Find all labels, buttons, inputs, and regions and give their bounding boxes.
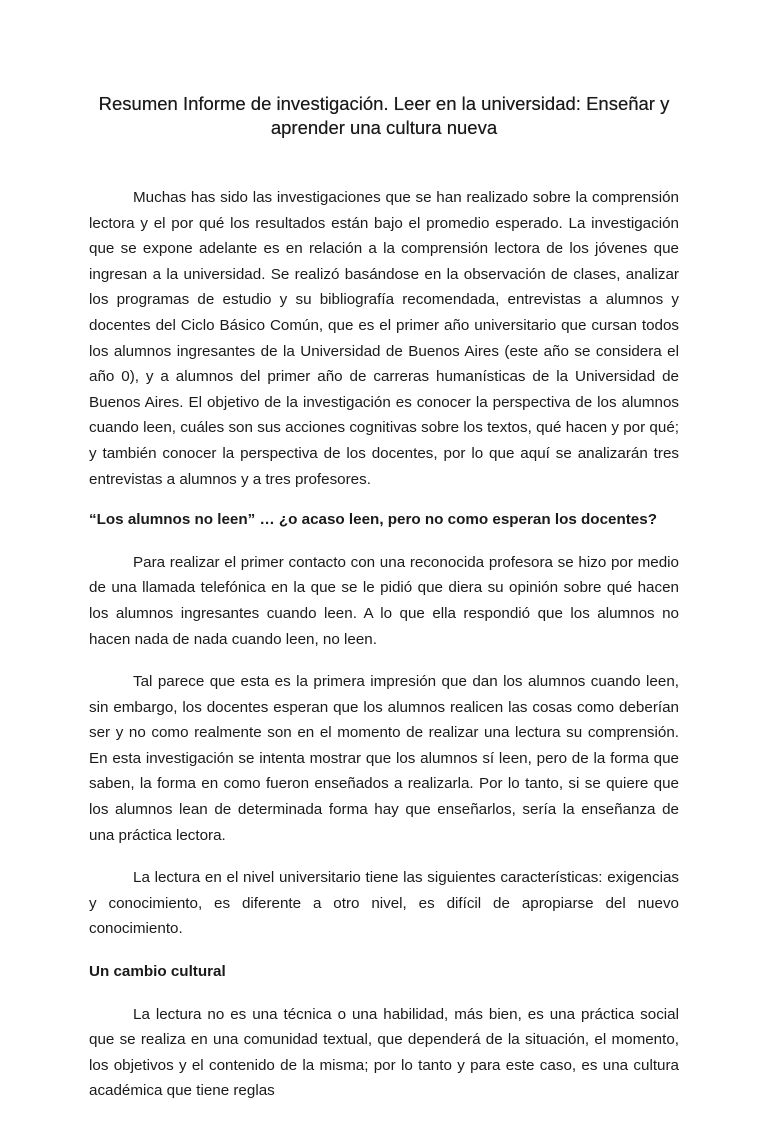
paragraph-intro: Muchas has sido las investigaciones que se han realizado sobre la comprensión lectora y el por qué los resultados están bajo el promedio esperado. La investigación que se expone adelante es en relación a la comprensión lectora de los jóvenes que ingresan a la universidad. Se realizó basándose en la observación de clases, analizar los programas de estudio y su bibliografía recomendada, entrevistas a alumnos y docentes del Ciclo Básico Común, que es el primer año universitario que cursan todos los alumnos ingresantes de la Universidad de Buenos Aires (este año se considera el año 0), y a alumnos del primer año de carreras humanísticas de la Universidad de Buenos Aires. El objetivo de la investigación es conocer la perspectiva de los alumnos cuando leen, cuáles son sus acciones cognitivas sobre los textos, qué hacen y por qué; y también conocer la perspectiva de los docentes, por lo que aquí se analizarán tres entrevistas a alumnos y a tres profesores. — [89, 189, 679, 488]
paragraph-llamada-telefonica: Para realizar el primer contacto con una reconocida profesora se hizo por medio de una llamada telefónica en la que se le pidió que diera su opinión sobre qué hacen los alumnos ingresantes cuando leen. A lo que ella respondió que los alumnos no hacen nada de nada cuando leen, no leen. — [89, 553, 679, 648]
document-page — [89, 92, 679, 1121]
section-heading-cambio-cultural: Un cambio cultural — [89, 963, 226, 981]
paragraph-caracteristicas: La lectura en el nivel universitario tiene las siguientes características: exigencias y conocimiento, es diferente a otro nivel, es difícil de apropiarse del nuevo conocimiento. — [89, 869, 679, 938]
document-title: Resumen Informe de investigación. Leer en la universidad: Enseñar y aprender una cultura nueva — [98, 93, 670, 138]
section-heading-alumnos-no-leen: “Los alumnos no leen” … ¿o acaso leen, pero no como esperan los docentes? — [89, 511, 657, 529]
paragraph-practica-social: La lectura no es una técnica o una habilidad, más bien, es una práctica social que se realiza en una comunidad textual, que dependerá de la situación, el momento, los objetivos y el contenido de la misma; por lo tanto y para este caso, es una cultura académica que tiene reglas — [89, 1005, 679, 1100]
paragraph-primera-impresion: Tal parece que esta es la primera impresión que dan los alumnos cuando leen, sin embargo, los docentes esperan que los alumnos realicen las cosas como deberían ser y no como realmente son en el momento de realizar una lectura su comprensión. En esta investigación se intenta mostrar que los alumnos sí leen, pero de la forma que saben, la forma en como fueron enseñados a realizarla. Por lo tanto, si se quiere que los alumnos lean de determinada forma hay que enseñarlos, sería la enseñanza de una práctica lectora. — [89, 673, 679, 844]
